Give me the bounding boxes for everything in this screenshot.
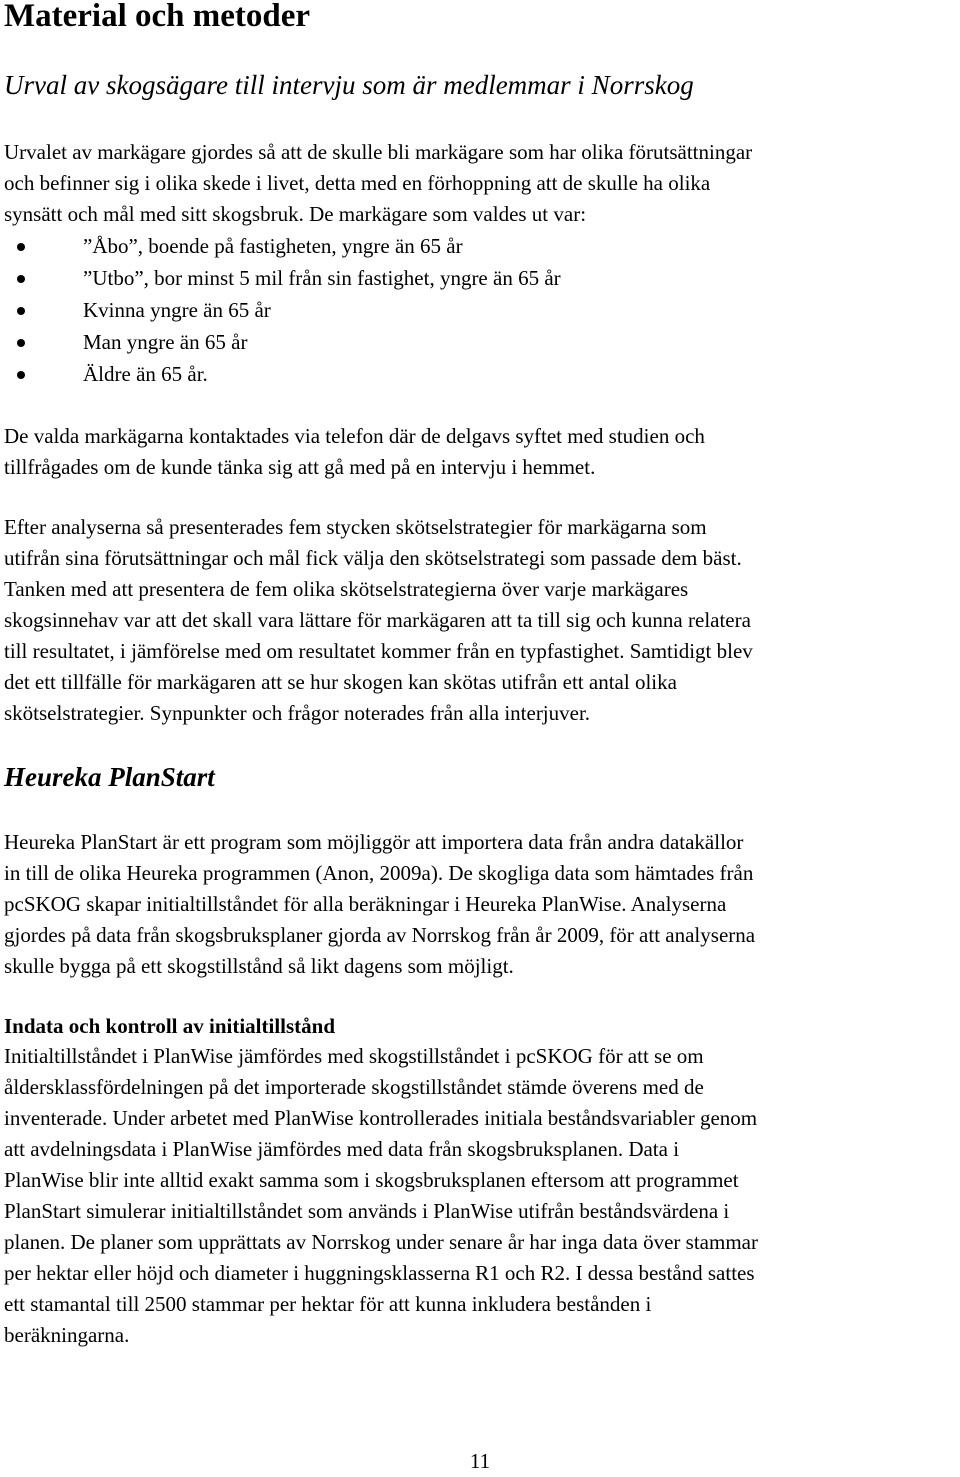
text-line: ett stamantal till 2500 stammar per hektar för att kunna inkludera bestånden i bbox=[4, 1292, 652, 1316]
list-item-text: ”Åbo”, boende på fastigheten, yngre än 65 år bbox=[83, 234, 463, 258]
text-line: skogsinnehav var att det skall vara lättare för markägaren att ta till sig och kunna relatera bbox=[4, 608, 751, 632]
text-line: Urvalet av markägare gjordes så att de skulle bli markägare som har olika förutsättningar bbox=[4, 140, 753, 164]
text-line: tillfrågades om de kunde tänka sig att gå med på en intervju i hemmet. bbox=[4, 455, 596, 479]
text-line: att avdelningsdata i PlanWise jämfördes med data från skogsbruksplanen. Data i bbox=[4, 1137, 680, 1161]
page-number: 11 bbox=[469, 1449, 491, 1473]
text-line: åldersklassfördelningen på det importerade skogstillståndet stämde överens med de bbox=[4, 1075, 704, 1099]
heureka-paragraph bbox=[4, 827, 956, 982]
bullet-dot-icon bbox=[17, 339, 25, 347]
text-line: beräkningarna. bbox=[4, 1323, 130, 1347]
text-line: Efter analyserna så presenterades fem stycken skötselstrategier för markägarna som bbox=[4, 515, 707, 539]
text-line: PlanStart simulerar initialtillståndet som används i PlanWise utifrån beståndsvärdena i bbox=[4, 1199, 730, 1223]
text-line: gjordes på data från skogsbruksplaner gjorda av Norrskog från år 2009, för att analyserna bbox=[4, 923, 756, 947]
list-item bbox=[4, 262, 904, 294]
selection-criteria-list bbox=[4, 230, 904, 390]
contact-paragraph bbox=[4, 421, 956, 483]
text-line: PlanWise blir inte alltid exakt samma som i skogsbruksplanen eftersom att programmet bbox=[4, 1168, 739, 1192]
text-line: Heureka PlanStart är ett program som möjliggör att importera data från andra datakällor bbox=[4, 830, 744, 854]
text-line: planen. De planer som upprättats av Norrskog under senare år har inga data över stammar bbox=[4, 1230, 758, 1254]
section-heading-urval: Urval av skogsägare till intervju som är medlemmar i Norrskog bbox=[4, 70, 694, 100]
list-item bbox=[4, 294, 904, 326]
list-item-text: Kvinna yngre än 65 år bbox=[83, 298, 271, 322]
bullet-dot-icon bbox=[17, 371, 25, 379]
list-item bbox=[4, 358, 904, 390]
strategy-paragraph bbox=[4, 512, 956, 729]
text-line: Initialtillståndet i PlanWise jämfördes med skogstillståndet i pcSKOG för att se om bbox=[4, 1044, 704, 1068]
list-item-text: Man yngre än 65 år bbox=[83, 330, 248, 354]
intro-paragraph bbox=[4, 137, 956, 230]
text-line: till resultatet, i jämförelse med om resultatet kommer från en typfastighet. Samtidigt blev bbox=[4, 639, 753, 663]
text-line: synsätt och mål med sitt skogsbruk. De markägare som valdes ut var: bbox=[4, 202, 587, 226]
bullet-dot-icon bbox=[17, 243, 25, 251]
page-title: Material och metoder bbox=[4, 0, 311, 34]
text-line: det ett tillfälle för markägaren att se hur skogen kan skötas utifrån ett antal olika bbox=[4, 670, 677, 694]
list-item-text: Äldre än 65 år. bbox=[83, 362, 208, 386]
text-line: in till de olika Heureka programmen (Anon, 2009a). De skogliga data som hämtades från bbox=[4, 861, 754, 885]
text-line: och befinner sig i olika skede i livet, detta med en förhoppning att de skulle ha olika bbox=[4, 171, 711, 195]
list-item bbox=[4, 230, 904, 262]
indata-paragraph bbox=[4, 1041, 956, 1351]
bullet-dot-icon bbox=[17, 307, 25, 315]
text-line: inventerade. Under arbetet med PlanWise kontrollerades initiala beståndsvariabler genom bbox=[4, 1106, 758, 1130]
text-line: utifrån sina förutsättningar och mål fick välja den skötselstrategi som passade dem bäst. bbox=[4, 546, 742, 570]
text-line: per hektar eller höjd och diameter i huggningsklasserna R1 och R2. I dessa bestånd sattes bbox=[4, 1261, 755, 1285]
list-item bbox=[4, 326, 904, 358]
bullet-dot-icon bbox=[17, 275, 25, 283]
text-line: skötselstrategier. Synpunkter och frågor noterades från alla interjuver. bbox=[4, 701, 591, 725]
text-line: pcSKOG skapar initialtillståndet för alla beräkningar i Heureka PlanWise. Analyserna bbox=[4, 892, 727, 916]
list-item-text: ”Utbo”, bor minst 5 mil från sin fastighet, yngre än 65 år bbox=[83, 266, 561, 290]
text-line: Tanken med att presentera de fem olika skötselstrategierna över varje markägares bbox=[4, 577, 689, 601]
text-line: skulle bygga på ett skogstillstånd så likt dagens som möjligt. bbox=[4, 954, 514, 978]
text-line: De valda markägarna kontaktades via telefon där de delgavs syftet med studien och bbox=[4, 424, 705, 448]
subsection-heading-indata: Indata och kontroll av initialtillstånd bbox=[4, 1014, 336, 1038]
section-heading-heureka: Heureka PlanStart bbox=[4, 762, 215, 792]
